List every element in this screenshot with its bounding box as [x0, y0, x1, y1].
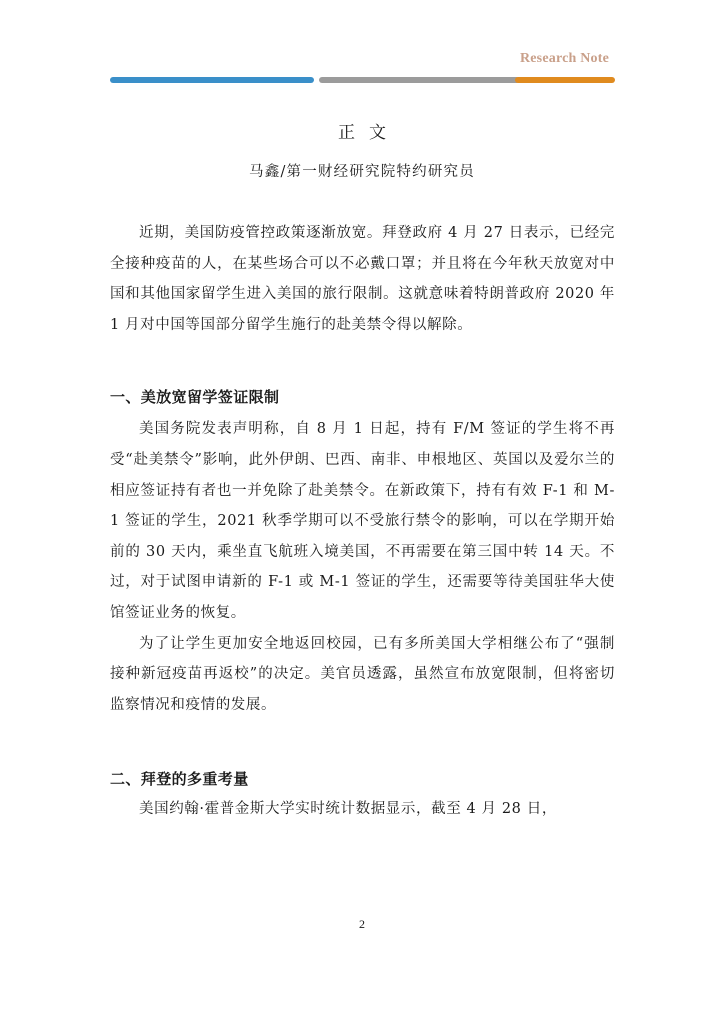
section-heading-1: 一、美放宽留学签证限制: [110, 388, 280, 407]
section-1-paragraph-1: 美国务院发表声明称，自 8 月 1 日起，持有 F/M 签证的学生将不再受“赴美禁令”影响，此外伊朗、巴西、南非、申根地区、英国以及爱尔兰的相应签证持有者也一并免除了赴美禁令。在新政策下，持有有效 F-1 和 M-1 签证的学生，2021 秋季学期可以不受旅行禁令的影响，可以在学期开始前的 30 天内，乘坐直飞航班入境美国，不再需要在第三国中转 14 天。不过，对于试图申请新的 F-1 或 M-1 签证的学生，还需要等待美国驻华大使馆签证业务的恢复。: [110, 421, 615, 621]
document-author: 马鑫/第一财经研究院特约研究员: [249, 164, 475, 180]
header-bar-orange: [515, 77, 615, 83]
header-bar-blue: [110, 77, 314, 83]
header-label: Research Note: [519, 51, 609, 66]
page-number: 2: [359, 917, 365, 931]
header-bar-gray: [319, 77, 520, 83]
section-1-paragraph-2: 为了让学生更加安全地返回校园，已有多所美国大学相继公布了“强制接种新冠疫苗再返校”的决定。美官员透露，虽然宣布放宽限制，但将密切监察情况和疫情的发展。: [110, 635, 615, 713]
section-2-paragraph-1: 美国约翰·霍普金斯大学实时统计数据显示，截至 4 月 28 日，: [139, 801, 557, 818]
intro-paragraph: 近期，美国防疫管控政策逐渐放宽。拜登政府 4 月 27 日表示，已经完全接种疫苗的人，在某些场合可以不必戴口罩；并且将在今年秋天放宽对中国和其他国家留学生进入美国的旅行限制。这就意味着特朗普政府 2020 年 1 月对中国等国部分留学生施行的赴美禁令得以解除。: [110, 225, 615, 333]
header-divider-bars: [110, 77, 615, 83]
document-body: [110, 218, 615, 825]
document-title: 正文: [338, 123, 400, 143]
section-heading-2: 二、拜登的多重考量: [110, 770, 249, 789]
